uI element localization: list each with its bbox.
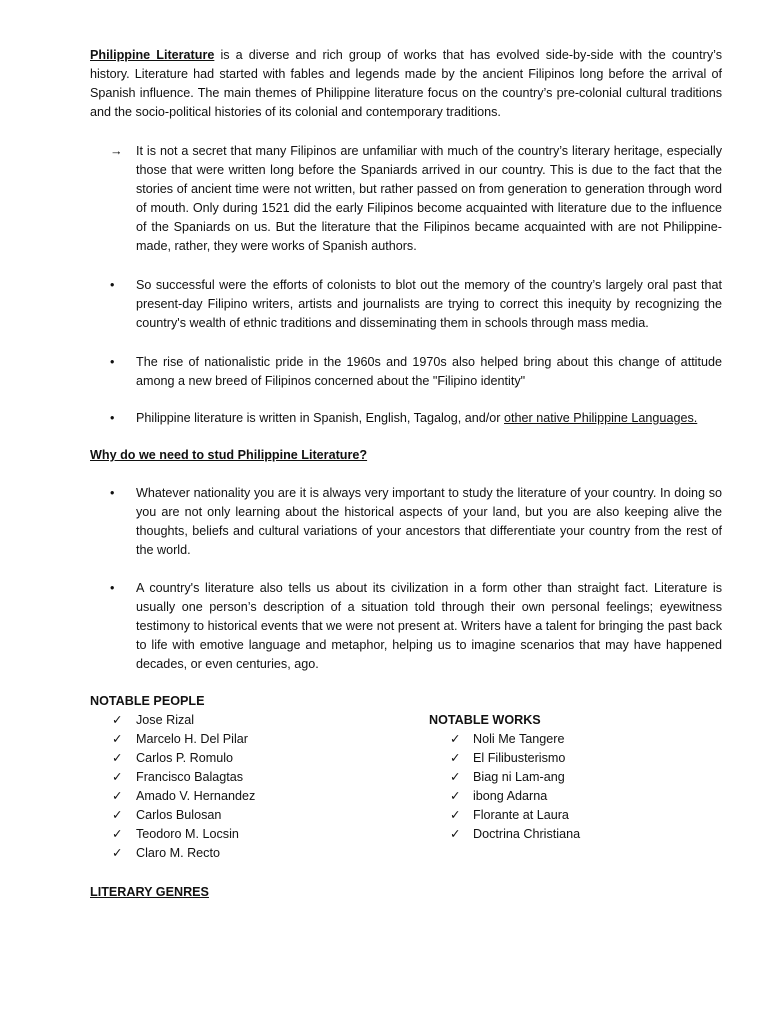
list-item (429, 768, 719, 787)
person-name: Amado V. Hernandez (136, 789, 256, 803)
check-icon: ✓ (450, 770, 461, 784)
check-icon: ✓ (112, 827, 123, 841)
list-item (90, 825, 410, 844)
bullet-icon: • (110, 486, 115, 500)
person-name: Jose Rizal (136, 713, 195, 727)
list-item (429, 749, 719, 768)
check-icon: ✓ (112, 713, 123, 727)
point-text: The rise of nationalistic pride in the 1960s and 1970s also helped bring about this change of attitude among a new breed of Filipinos concerned about the "Filipino identity" (136, 355, 722, 388)
person-name: Claro M. Recto (136, 846, 220, 860)
list-item (429, 730, 719, 749)
notable-people-heading: NOTABLE PEOPLE (90, 694, 205, 708)
bullet-icon: • (110, 278, 115, 292)
list-item (90, 579, 722, 674)
check-icon: ✓ (112, 808, 123, 822)
list-item (90, 711, 410, 730)
point-text: It is not a secret that many Filipinos are unfamiliar with much of the country’s literary heritage, especially those that were written long before the Spaniards arrived in our country. This is due to the fact that the stories of ancient time were not written, but rather passed on from generation to generation through word of mouth. Only during 1521 did the early Filipinos become acquainted with literature due to the influence of the Spaniards on us. But the literature that the Filipinos became acquainted with are not Philippine-made, rather, they were works of Spanish authors. (136, 144, 722, 253)
list-item (90, 142, 722, 256)
work-title: ibong Adarna (473, 789, 548, 803)
check-icon: ✓ (112, 751, 123, 765)
list-item (90, 768, 410, 787)
list-item (90, 730, 410, 749)
check-icon: ✓ (112, 789, 123, 803)
list-item (429, 787, 719, 806)
check-icon: ✓ (112, 770, 123, 784)
point-text: Philippine literature is written in Spanish, English, Tagalog, and/or (136, 411, 504, 425)
document-page (90, 46, 722, 902)
person-name: Marcelo H. Del Pilar (136, 732, 248, 746)
notable-works-list (429, 711, 719, 844)
intro-paragraph (90, 46, 722, 122)
intro-text: is a diverse and rich group of works that has evolved side-by-side with the country’s history. Literature had started with fables and legends made by the ancient Filipinos long before the arrival of Spanish influence. The main themes of Philippine literature focus on the country’s pre-colonial cultural traditions and the socio-political histories of its colonial and contemporary traditions. (90, 48, 722, 119)
list-item (429, 825, 719, 844)
person-name: Francisco Balagtas (136, 770, 244, 784)
notable-works-heading: NOTABLE WORKS (429, 713, 541, 727)
check-icon: ✓ (450, 789, 461, 803)
work-title: El Filibusterismo (473, 751, 566, 765)
person-name: Carlos P. Romulo (136, 751, 234, 765)
notable-lists (90, 692, 722, 872)
point-text: A country's literature also tells us about its civilization in a form other than straight fact. Literature is usually one person’s description of a situation told through their own personal feelings; eyewitness testimony to historical events that we were not present at. Writers have a talent for bringing the past back to life with emotive language and metaphor, helping us to imagine scenarios that may have happened decades, or even centuries, ago. (136, 581, 722, 671)
list-item (90, 787, 410, 806)
list-item (90, 353, 722, 391)
why-heading: Why do we need to stud Philippine Literature? (90, 448, 368, 462)
list-item (90, 749, 410, 768)
list-item (90, 276, 722, 333)
check-icon: ✓ (450, 732, 461, 746)
list-item (90, 409, 722, 428)
arrow-icon: → (110, 144, 123, 158)
point-text: So successful were the efforts of colonists to blot out the memory of the country’s largely oral past that present-day Filipino writers, artists and journalists are trying to correct this inequity by recognizing the country's wealth of ethnic traditions and disseminating them in schools through mass media. (136, 278, 722, 330)
bullet-icon: • (110, 581, 115, 595)
list-item (429, 806, 719, 825)
check-icon: ✓ (450, 751, 461, 765)
list-item (90, 844, 410, 863)
literary-genres-heading: LITERARY GENRES (90, 885, 209, 899)
notable-people-list (90, 692, 410, 863)
bullet-icon: • (110, 355, 115, 369)
work-title: Florante at Laura (473, 808, 569, 822)
list-item (90, 484, 722, 560)
point-text: Whatever nationality you are it is always very important to study the literature of your country. In doing so you are not only learning about the historical aspects of your land, but you are also keeping alive the thoughts, beliefs and cultural variations of your ancestors that differentiate your country from the rest of the world. (136, 486, 722, 557)
list-item (90, 806, 410, 825)
bullet-icon: • (110, 411, 115, 425)
check-icon: ✓ (450, 808, 461, 822)
check-icon: ✓ (112, 846, 123, 860)
work-title: Noli Me Tangere (473, 732, 565, 746)
person-name: Carlos Bulosan (136, 808, 222, 822)
languages-link-text: other native Philippine Languages. (504, 411, 698, 425)
work-title: Doctrina Christiana (473, 827, 581, 841)
check-icon: ✓ (112, 732, 123, 746)
check-icon: ✓ (450, 827, 461, 841)
work-title: Biag ni Lam-ang (473, 770, 565, 784)
intro-term: Philippine Literature (90, 48, 215, 62)
person-name: Teodoro M. Locsin (136, 827, 239, 841)
